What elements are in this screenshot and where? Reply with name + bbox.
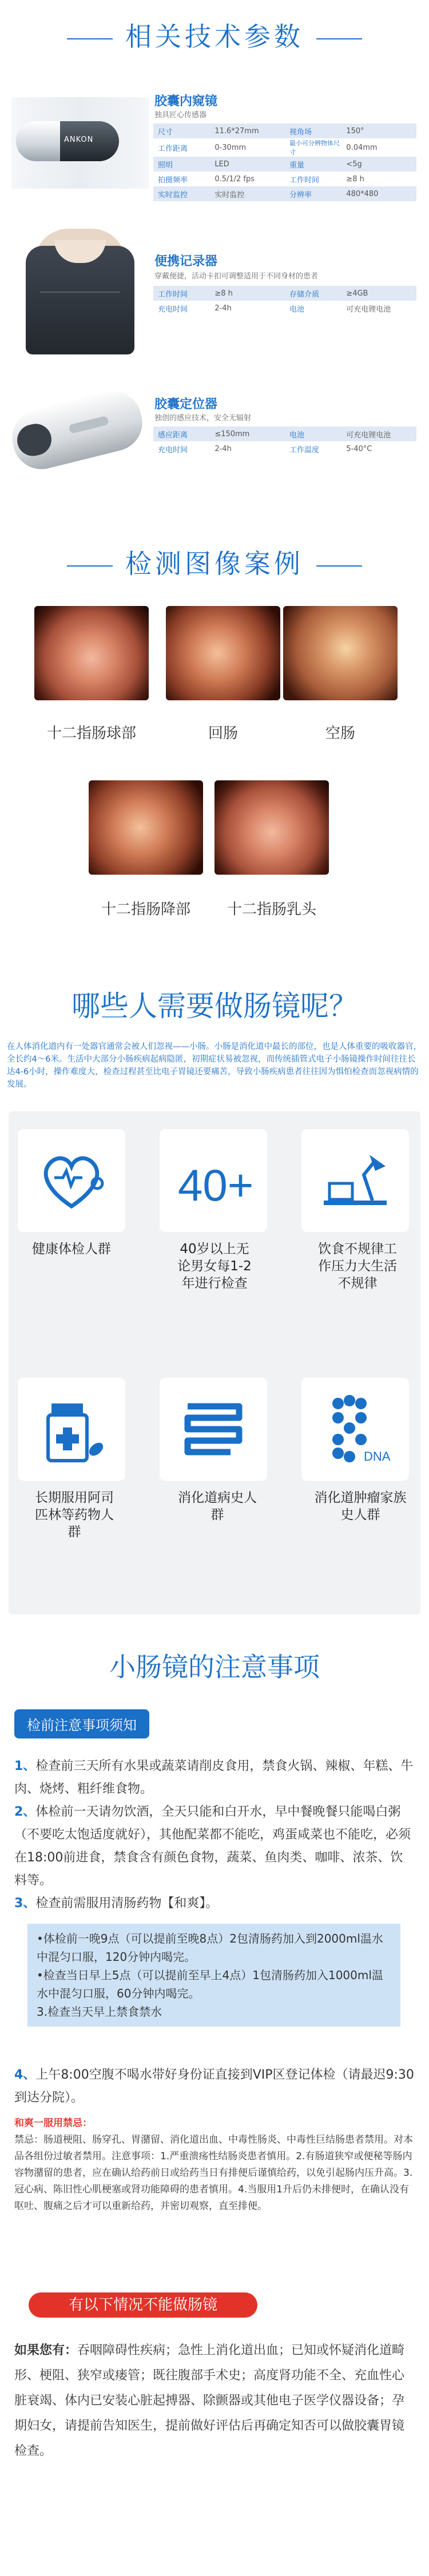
table-row: 工作距离 0-30mm 最小可分辨物体尺寸 0.04mm (153, 138, 416, 157)
recorder-sub: 穿戴便捷，活动卡扣可调整适用于不同身材的患者 (154, 272, 319, 281)
note-4: 4、上午8:00空腹不喝水带好身份证直接到VIP区登记体检（请最迟9:30到达分院）。 (14, 2068, 414, 2105)
locator-sub: 独创的感应技术，安全无辐射 (154, 414, 252, 422)
who-needs-text: 在人体消化道内有一处器官通常会被人们忽视——小肠。小肠是消化道中最长的部位，也是人体重要的吸收器官，全长约4～6米。生活中大部分小肠疾病起病隐匿，初期症状易被忽视，而传统插管式电子小肠镜操作时间往往长达4-6小时，操作难度大，检查过程甚至比电子胃镜还要痛苦，导致小肠疾病患者往往因为惧怕检查而忽视病情的发展。 (7, 1042, 422, 1089)
title-line-right (316, 565, 362, 567)
stethoscope-heart-icon (34, 1143, 109, 1218)
recorder-name: 便携记录器 (154, 254, 218, 269)
dna-icon (318, 1389, 392, 1469)
cannot-do-banner: 有以下情况不能做肠镜 (29, 2292, 257, 2318)
contraindications-block: 和爽一服用禁忌： 禁忌：肠道梗阻、肠穿孔、胃潴留、消化道出血、中毒性肠炎、中毒性巨结肠患者禁用。对本品各组份过敏者禁用。注意事项：1.严重溃疡性结肠炎患者慎用。2.有肠道狭窄或便秘等肠内容物潴留的患者，应在确认给药前日或给药当日有排便后谨慎给药，以免引起肠内压升高。3.冠心病、陈旧性心肌梗塞或肾功能障碍的患者慎用。4.当服用1升后仍未排便时，在确认没有呕吐、腹痛之后才可以重新给药，并密切观察，直至排便。 (14, 2118, 413, 2212)
recorder-spec-block (0, 229, 429, 360)
case-label: 十二指肠乳头 (227, 901, 316, 918)
svg-text:DNA: DNA (364, 1449, 391, 1464)
age-40-plus-icon (168, 1143, 259, 1218)
medicine-bottle-icon (34, 1392, 109, 1466)
capsule-spec-table (153, 123, 416, 201)
table-row: 尺寸 11.6*27mm 视角场 150° (153, 123, 416, 138)
tile-aspirin-users (18, 1378, 125, 1481)
note-3: 3、检查前需服用清肠药物【和爽】。 (14, 1896, 219, 1911)
capsule-sub: 独具匠心传感器 (154, 111, 207, 119)
notes-title: 小肠镜的注意事项 (109, 1652, 320, 1682)
desk-lamp-icon (318, 1143, 392, 1218)
title-line-left (67, 38, 113, 39)
table-row: 感应距离 ≤150mm 电池 可充电锂电池 (153, 426, 416, 441)
title-line-right (316, 38, 362, 39)
tile-age-40 (160, 1129, 267, 1232)
section-title-cases: 检测图像案例 (0, 543, 429, 581)
who-needs-title: 哪些人需要做肠镜呢？ (72, 990, 357, 1023)
table-row: 实时监控 实时监控 分辨率 480*480 (153, 186, 416, 201)
case-label: 回肠 (208, 725, 238, 742)
locator-name: 胶囊定位器 (154, 397, 218, 412)
recorder-vest-image (0, 229, 160, 360)
tile-label: 饮食不规律工作压力大生活不规律 (318, 1242, 397, 1291)
tile-label: 40岁以上无论男女每1-2年进行检查 (177, 1242, 252, 1291)
locator-image (0, 389, 160, 474)
intestine-icon (176, 1392, 251, 1466)
case-label: 十二指肠降部 (101, 901, 190, 918)
case-label: 空肠 (325, 725, 355, 742)
note-2: 2、体检前一天请勿饮酒，全天只能和白开水，早中餐晚餐只能喝白粥（不要吃太饱适度就好），其他配菜都不能吃，鸡蛋咸菜也不能吃，必须在18:00前进食，禁食含有颜色食物，蔬菜、鱼肉类、咖啡、浓茶、饮料等。 (14, 1805, 411, 1888)
locator-spec-block (0, 377, 429, 480)
table-row: 照明 LED 重量 <5g (153, 157, 416, 172)
capsule-brand: ANKON (64, 135, 94, 144)
svg-text:40+: 40+ (178, 1160, 254, 1210)
table-row: 充电时间 2-4h 工作温度 5-40°C (153, 441, 416, 456)
tile-label: 消化道肿瘤家族史人群 (314, 1490, 407, 1522)
tile-family-history (301, 1378, 409, 1481)
pre-check-notice-badge: 检前注意事项须知 (14, 1709, 149, 1738)
tile-digestive-history (160, 1378, 267, 1481)
capsule-image (0, 91, 160, 189)
capsule-name: 胶囊内窥镜 (154, 94, 218, 109)
tile-health-check (18, 1129, 125, 1232)
recorder-spec-table (153, 286, 416, 316)
case-image-duodenal-papilla (214, 780, 329, 875)
locator-spec-table (153, 426, 416, 456)
tile-label: 健康体检人群 (32, 1242, 111, 1257)
case-image-duodenal-bulb (34, 606, 149, 700)
case-image-descending-duodenum (89, 780, 203, 875)
tile-irregular-life (301, 1129, 409, 1232)
case-image-jejunum (283, 606, 398, 700)
section-title-specs: 相关技术参数 (0, 16, 429, 54)
case-image-ileum (166, 606, 280, 700)
tile-label: 长期服用阿司匹林等药物人群 (35, 1490, 114, 1540)
table-row: 工作时间 ≥8 h 存储介质 ≥4GB (153, 286, 416, 301)
title-line-left (67, 565, 113, 567)
note-final: 如果您有：吞咽障碍性疾病；急性上消化道出血；已知或怀疑消化道畸形、梗阻、狭窄或瘘管；既往腹部手术史；高度肾功能不全、充血性心脏衰竭、体内已安装心脏起搏器、除颤器或其他电子医学仪器设备；孕期妇女，请提前告知医生，提前做好评估后再确定知否可以做胶囊胃镜检查。 (14, 2343, 405, 2458)
tile-label: 消化道病史人群 (178, 1490, 257, 1522)
capsule-spec-block (0, 74, 429, 200)
case-label: 十二指肠球部 (46, 725, 136, 742)
table-row: 拍摄频率 0.5/1/2 fps 工作时间 ≥8 h (153, 172, 416, 186)
note-1: 1、检查前三天所有水果或蔬菜请削皮食用，禁食火锅、辣椒、年糕、牛肉、烧烤、粗纤维食物。 (14, 1759, 414, 1796)
bowel-prep-box: •体检前一晚9点（可以提前至晚8点）2包清肠药加入到2000ml温水中混匀口服，120分钟内喝完。 •检查当日早上5点（可以提前至早上4点）1包清肠药加入1000ml温水中混匀口服，60分钟内喝完。 3.检查当天早上禁食禁水 (27, 1924, 400, 2027)
table-row: 充电时间 2-4h 电池 可充电锂电池 (153, 301, 416, 316)
